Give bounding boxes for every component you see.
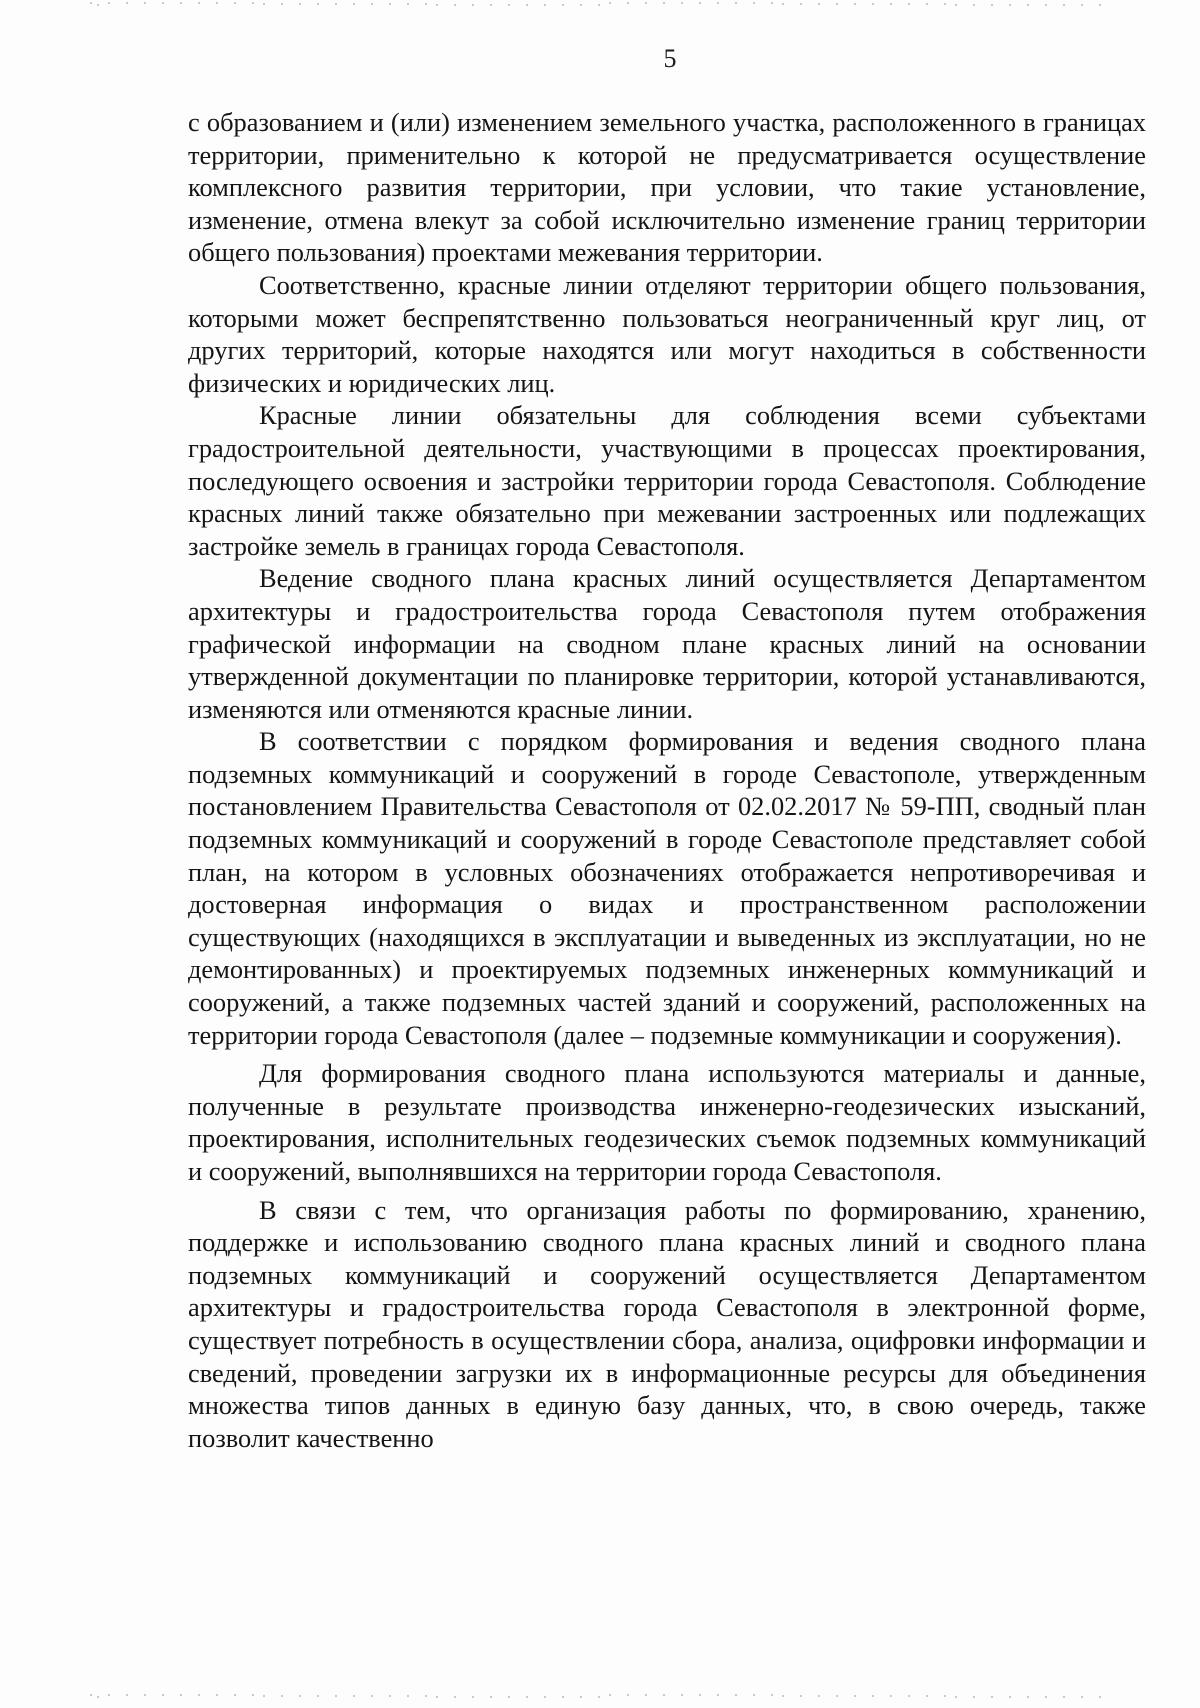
scan-speckle [526,4,528,6]
scan-speckle [198,2,200,4]
scan-speckle [872,3,874,5]
scan-speckle [973,4,975,6]
scan-speckle [317,3,319,5]
scan-speckle [1027,4,1029,6]
scan-speckle [609,2,611,4]
scan-speckle [144,1694,146,1696]
scan-speckle [663,2,665,4]
scan-speckle [1063,4,1065,6]
scan-speckle [263,3,265,5]
scan-speckle [216,2,218,4]
scan-speckle [955,1696,957,1698]
scan-speckle [598,4,600,6]
scan-speckle [562,4,564,6]
scan-speckle [436,1696,438,1698]
scan-speckle [926,3,928,5]
scan-speckle [97,1696,99,1698]
scan-speckle [454,4,456,6]
scan-speckle [389,3,391,5]
scan-speckle [771,1694,773,1696]
scan-speckle [472,1696,474,1698]
scan-speckle [544,1696,546,1698]
scan-speckle [735,2,737,4]
scan-speckle [854,3,856,5]
scan-speckle [353,3,355,5]
scan-speckle [991,1696,993,1698]
paragraph-6: Для формирования сводного плана используются материалы и данные, полученные в результате производства инженерно-геодезических изысканий, проектирования, исполнительных геодезических съемок подземных коммуникаций и сооружений, выполнявшихся на территории города Севастополя. [188,1058,1146,1186]
scan-speckle [973,1696,975,1698]
scan-speckle [1045,1696,1047,1698]
scan-speckle [836,1695,838,1697]
document-body [188,106,1146,1454]
scan-speckle [699,1694,701,1696]
scan-speckle [663,1694,665,1696]
scan-speckle [144,2,146,4]
scan-speckle [299,1695,301,1697]
scan-speckle [818,1695,820,1697]
scan-speckle [180,2,182,4]
scan-speckle [836,3,838,5]
scan-speckle [598,1696,600,1698]
scan-speckle [490,4,492,6]
scan-speckle [216,1694,218,1696]
scan-speckle [782,3,784,5]
paragraph-4: Ведение сводного плана красных линий осуществляется Департаментом архитектуры и градостроительства города Севастополя путем отображения графической информации на сводном плане красных линий на основании утвержденной документации по планировке территории, которой устанавливаются, изменяются или отменяются красные линии. [188,563,1146,724]
scan-speckle [944,1695,946,1697]
scan-speckle [436,4,438,6]
scan-speckle [108,1694,110,1696]
scan-speckle [281,1695,283,1697]
scan-speckle [717,2,719,4]
paragraph-5: В соответствии с порядком формирования и ведения сводного плана подземных коммуникаций и сооружений в городе Севастополе, утвержденным постановлением Правительства Севастополя от 02.02.2017 № 59-ПП, сводный план подземных коммуникаций и сооружений в городе Севастополе представляет собой план, на котором в условных обозначениях отображается непротиворечивая и достоверная информация о видах и пространственном расположении существующих (находящихся в эксплуатации и выведенных из эксплуатации, но не демонтированных) и проектируемых подземных инженерных коммуникаций и сооружений, а также подземных частей зданий и сооружений, расположенных на территории города Севастополя (далее – подземные коммуникации и сооружения). [188,726,1146,1050]
scan-speckle [991,4,993,6]
scan-speckle [198,1694,200,1696]
scan-speckle [908,3,910,5]
scan-speckle [425,1695,427,1697]
paragraph-2: Соответственно, красные линии отделяют территории общего пользования, которыми может беспрепятственно пользоваться неограниченный круг лиц, от других территорий, которые находятся или могут находиться в собственности физических и юридических лиц. [188,269,1146,398]
scan-speckle [1009,4,1011,6]
scan-speckle [299,3,301,5]
scan-speckle [782,1695,784,1697]
scan-speckle [1027,1696,1029,1698]
scan-speckle [472,4,474,6]
scan-speckle [1081,1696,1083,1698]
scan-speckle [753,1694,755,1696]
scan-speckle [944,3,946,5]
scan-speckle [1099,1696,1101,1698]
scan-speckle [371,1695,373,1697]
scan-speckle [353,1695,355,1697]
scan-speckle [1081,4,1083,6]
scan-speckle [335,1695,337,1697]
scan-speckle [317,1695,319,1697]
paragraph-7: В связи с тем, что организация работы по формированию, хранению, поддержке и использованию сводного плана красных линий и сводного плана подземных коммуникаций и сооружений осуществляется Департаментом архитектуры и градостроительства города Севастополя в электронной форме, существует потребность в осуществлении сбора, анализа, оцифровки информации и сведений, проведении загрузки их в информационные ресурсы для объединения множества типов данных в единую базу данных, что, в свою очередь, также позволит качественно [188,1194,1146,1453]
scan-speckle [681,1694,683,1696]
scan-speckle [162,2,164,4]
scan-speckle [562,1696,564,1698]
scan-speckle [508,1696,510,1698]
scan-speckle [425,3,427,5]
scan-speckle [580,1696,582,1698]
scan-speckle [872,1695,874,1697]
scan-speckle [908,1695,910,1697]
scan-speckle [407,3,409,5]
scan-speckle [890,1695,892,1697]
scan-speckle [162,1694,164,1696]
scan-speckle [252,2,254,4]
scan-speckle [645,2,647,4]
page-number: 5 [663,44,677,73]
scan-speckle [1099,4,1101,6]
scan-speckle [234,2,236,4]
scan-speckle [926,1695,928,1697]
scan-speckle [97,4,99,6]
scan-speckle [234,1694,236,1696]
scan-speckle [281,3,283,5]
scan-speckle [580,4,582,6]
scan-edge-noise-bottom [0,1694,1200,1698]
scan-speckle [335,3,337,5]
scan-speckle [735,1694,737,1696]
scan-speckle [890,3,892,5]
scan-speckle [544,4,546,6]
scan-speckle [1045,4,1047,6]
scan-speckle [800,1695,802,1697]
scan-speckle [180,1694,182,1696]
scan-speckle [263,1695,265,1697]
scan-speckle [645,1694,647,1696]
scan-speckle [126,2,128,4]
scan-speckle [454,1696,456,1698]
scan-speckle [854,1695,856,1697]
scan-speckle [753,2,755,4]
paragraph-3: Красные линии обязательны для соблюдения всеми субъектами градостроительной деятельности, участвующими в процессах проектирования, последующего освоения и застройки территории города Севастополя. Соблюдение красных линий также обязательно при межевании застроенных или подлежащих застройке земель в границах города Севастополя. [188,400,1146,561]
scan-speckle [627,2,629,4]
scan-speckle [818,3,820,5]
scan-speckle [90,2,92,4]
scan-speckle [955,4,957,6]
scan-speckle [252,1694,254,1696]
scan-speckle [126,1694,128,1696]
scan-speckle [681,2,683,4]
scan-speckle [627,1694,629,1696]
scan-speckle [508,4,510,6]
scan-speckle [526,1696,528,1698]
scan-speckle [609,1694,611,1696]
scan-speckle [108,2,110,4]
scan-speckle [407,1695,409,1697]
scan-speckle [717,1694,719,1696]
scan-speckle [1009,1696,1011,1698]
scan-speckle [771,2,773,4]
scan-speckle [1063,1696,1065,1698]
scan-speckle [389,1695,391,1697]
scan-speckle [800,3,802,5]
scan-speckle [90,1694,92,1696]
paragraph-1: с образованием и (или) изменением земельного участка, расположенного в границах территории, применительно к которой не предусматривается осуществление комплексного развития территории, при условии, что такие установление, изменение, отмена влекут за собой исключительно изменение границ территории общего пользования) проектами межевания территории. [188,107,1146,268]
scan-edge-noise-top [0,2,1200,6]
scan-speckle [371,3,373,5]
scan-speckle [699,2,701,4]
scan-speckle [490,1696,492,1698]
